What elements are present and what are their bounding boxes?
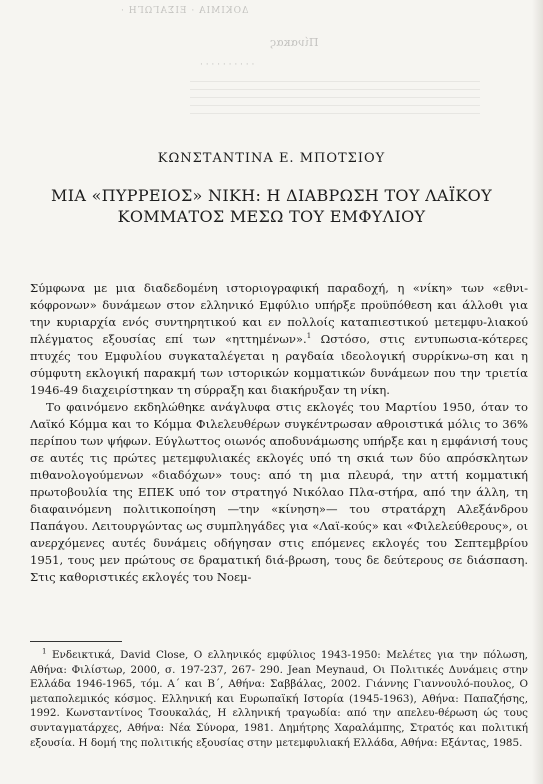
- paragraph-text: Σύμφωνα με μια διαδεδομένη ιστοριογραφική παραδοχή, η «νίκη» των «εθνι-κόφρονων» δυνάμεων στον ελληνικό Εμφύλιο υπήρξε προϋπόθεση και άλλοθι για την κυριαρχία ενός συντηρητικού και εν πολλοίς καταπιεστικού μετεμφυ-λιακού πλέγματος εξουσίας επί των «ηττημένων».: [30, 281, 528, 346]
- page-edge-shadow: [532, 0, 543, 784]
- bleed-lines: [190, 74, 480, 114]
- paragraph-text: Ωστόσο, στις εντυπωσια-κότερες πτυχές του Εμφυλίου συγκαταλέγεται η ραγδαία ιδεολογική συρρίκνω-ση και η σύμφυτη εκλογική παρακμή των ιστορικών κομματικών δυνάμεων που την τριετία 1946-49 διαχειρίστηκαν τη σύρραξη και διακήρυξαν τη νίκη.: [30, 332, 528, 397]
- bleed-text: ΔΟΚΙΜΙΑ · ΕΙΣΑΓΩΓΗ ·: [120, 6, 249, 16]
- footnote: [30, 648, 528, 750]
- show-through-background: [0, 0, 543, 130]
- footnote-divider: [30, 641, 122, 642]
- paragraph: Το φαινόμενο εκδηλώθηκε ανάγλυφα στις εκλογές του Μαρτίου 1950, όταν το Λαϊκό Κόμμα και το Κόμμα Φιλελευθέρων συγκέντρωσαν αθροιστικά μόλις το 36% περίπου των ψήφων. Εύγλωττος οιωνός αποδυνάμωσης υπήρξε και η εμφάνισή τους σε αυτές τις πρώτες μετεμφυλιακές εκλογές υπό τη σκιά των δύο απρόσκλητων πιθανολογούμενων «διαδόχων» τους: από τη μια πλευρά, την αττή κομματική πρωτοβουλία της ΕΠΕΚ υπό τον στρατηγό Νικόλαο Πλα-στήρα, από την άλλη, τη διαφαινόμενη πολιτικοποίηση —την «κίνηση»— του στρατάρχη Αλεξάνδρου Παπάγου. Λειτουργώντας ως συμπληγάδες για «Λαϊ-κούς» και «Φιλελεύθερους», οι ανερχόμενες αυτές δυνάμεις οδήγησαν στις επόμενες εκλογές του Σεπτεμβρίου 1951, τους μεν πρώτους σε δραματική διά-βρωση, τους δε δεύτερους σε διάσπαση. Στις καθοριστικές εκλογές του Νοεμ-: [30, 400, 528, 584]
- author-name: ΚΩΝΣΤΑΝΤΙΝΑ Ε. ΜΠΟΤΣΙΟΥ: [157, 151, 386, 166]
- footnote-paragraph: [30, 648, 528, 750]
- footnote-number: 1: [42, 647, 47, 656]
- article-title: [0, 185, 543, 227]
- title-line: ΚΟΜΜΑΤΟΣ ΜΕΣΩ ΤΟΥ ΕΜΦΥΛΙΟΥ: [117, 207, 426, 226]
- bleed-text: · · · · · · · · · ·: [200, 60, 255, 70]
- article-body: [30, 280, 528, 586]
- title-line: ΜΙΑ «ΠΥΡΡΕΙΟΣ» ΝΙΚΗ: Η ΔΙΑΒΡΩΣΗ ΤΟΥ ΛΑΪΚΟΥ: [51, 186, 492, 205]
- bleed-text: Πίνακας: [270, 36, 319, 49]
- footnote-reference[interactable]: 1: [306, 332, 312, 341]
- paragraph: [30, 280, 528, 399]
- footnote-text: Ενδεικτικά, David Close, Ο ελληνικός εμφύλιος 1943-1950: Μελέτες για την πόλωση, Αθήνα: Φιλίστωρ, 2000, σ. 197-237, 267- 290. Jean Meynaud, Οι Πολιτικές Δυνάμεις στην Ελλάδα 1946-1965, τόμ. Α΄ και Β΄, Αθήνα: Σαββάλας, 2002. Γιάννης Γιαννουλό-πουλος, Ο μεταπολεμικός κόσμος. Ελληνική και Ευρωπαϊκή Ιστορία (1945-1963), Αθήνα: Παπαζήσης, 1992. Κωνσταντίνος Τσουκαλάς, Η ελληνική τραγωδία: από την απελευ-θέρωση ώς τους συνταγματάρχες, Αθήνα: Νέα Σύνορα, 1981. Δημήτρης Χαραλάμπης, Στρατός και πολιτική εξουσία. Η δομή της πολιτικής εξουσίας στην μετεμφυλιακή Ελλάδα, Αθήνα: Εξάντας, 1985.: [30, 649, 528, 749]
